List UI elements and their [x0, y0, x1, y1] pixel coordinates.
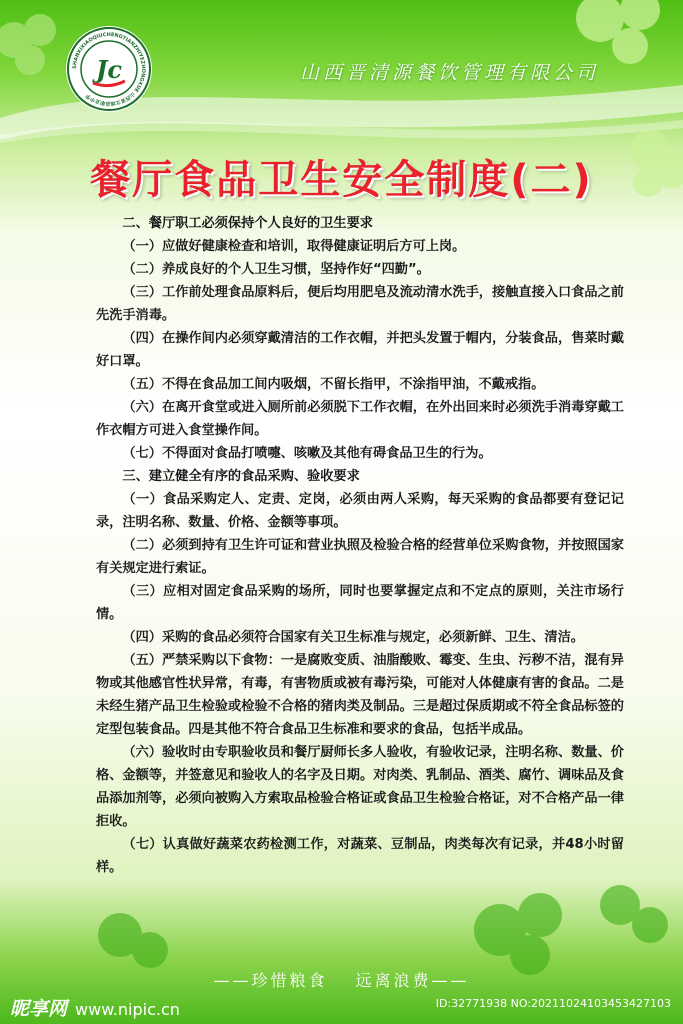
seal-monogram: Jc	[96, 55, 122, 84]
list-item: （一）食品采购定人、定责、定岗，必须由两人采购，每天采购的食品都要有登记记录，注明名称、数量、价格、金额等事项。	[96, 492, 624, 530]
section-heading: 二、餐厅职工必须保持个人良好的卫生要求	[122, 216, 373, 231]
watermark-logo	[10, 994, 180, 1021]
list-item: （五）严禁采购以下食物：一是腐败变质、油脂酸败、霉变、生虫、污秽不洁，混有异物或其他感官性状异常，有毒，有害物质或被有毒污染，可能对人体健康有害的食品。二是未经生猪产品卫生检验或检验不合格的猪肉类及制品。三是超过保质期或不符全食品标签的定型包装食品。四是其他不符合食品卫生标准和要求的食品，包括半成品。	[96, 653, 624, 737]
list-item: （三）应相对固定食品采购的场所，同时也要掌握定点和不定点的原则，关注市场行情。	[96, 584, 624, 622]
slogan-left: ——珍惜粮食	[213, 971, 328, 990]
list-item: （六）在离开食堂或进入厕所前必须脱下工作衣帽，在外出回来时必须洗手消毒穿戴工作衣帽方可进入食堂操作间。	[96, 400, 624, 438]
image-id: ID:32771938 NO:20211024103453427103	[435, 997, 671, 1010]
list-item: （四）采购的食品必须符合国家有关卫生标准与规定，必须新鲜、卫生、清洁。	[122, 630, 584, 645]
list-item: （五）不得在食品加工间内吸烟，不留长指甲，不涂指甲油，不戴戒指。	[122, 377, 545, 392]
list-item: （六）验收时由专职验收员和餐厅厨师长多人验收，有验收记录，注明名称、数量、价格、金额等，并签意见和验收人的名字及日期。对肉类、乳制品、酒类、腐竹、调味品及食品添加剂等，必须向被购入方索取品检验合格证或食品卫生检验合格证，对不合格产品一律拒收。	[96, 745, 624, 829]
list-item: （一）应做好健康检查和培训，取得健康证明后方可上岗。	[122, 239, 466, 254]
list-item: （七）不得面对食品打喷嚏、咳嗽及其他有碍食品卫生的行为。	[122, 446, 492, 461]
seal-ring-text: SHANXIXIAOQIUCHENGTIANZHIYEZHONGXUE 山西省文城县职业中学	[71, 31, 147, 107]
clover-bottom-icon	[98, 885, 668, 975]
list-item: （四）在操作间内必须穿戴清洁的工作衣帽，并把头发置于帽内，分装食品，售菜时戴好口罩。	[96, 331, 624, 369]
watermark-site: www.nipic.cn	[75, 1000, 180, 1019]
slogan-right: 远离浪费——	[355, 971, 470, 990]
school-seal-logo	[66, 26, 152, 112]
list-item: （二）养成良好的个人卫生习惯，坚持作好“四勤”。	[122, 262, 430, 277]
list-item: （三）工作前处理食品原料后，便后均用肥皂及流动清水洗手，接触直接入口食品之前先洗手消毒。	[96, 285, 624, 323]
company-name: 山西晋清源餐饮管理有限公司	[300, 62, 600, 84]
list-item: （二）必须到持有卫生许可证和营业执照及检验合格的经营单位采购食物，并按照国家有关规定进行索证。	[96, 538, 624, 576]
list-item: （七）认真做好蔬菜农药检测工作，对蔬菜、豆制品，肉类每次有记录，并48小时留样。	[96, 837, 624, 875]
page-title: 餐厅食品卫生安全制度(二)	[90, 157, 593, 203]
regulations-body	[96, 212, 624, 879]
header	[0, 0, 683, 150]
watermark-brand: 昵享网	[10, 998, 68, 1020]
footer-slogan	[0, 968, 683, 991]
section-heading: 三、建立健全有序的食品采购、验收要求	[122, 469, 360, 484]
